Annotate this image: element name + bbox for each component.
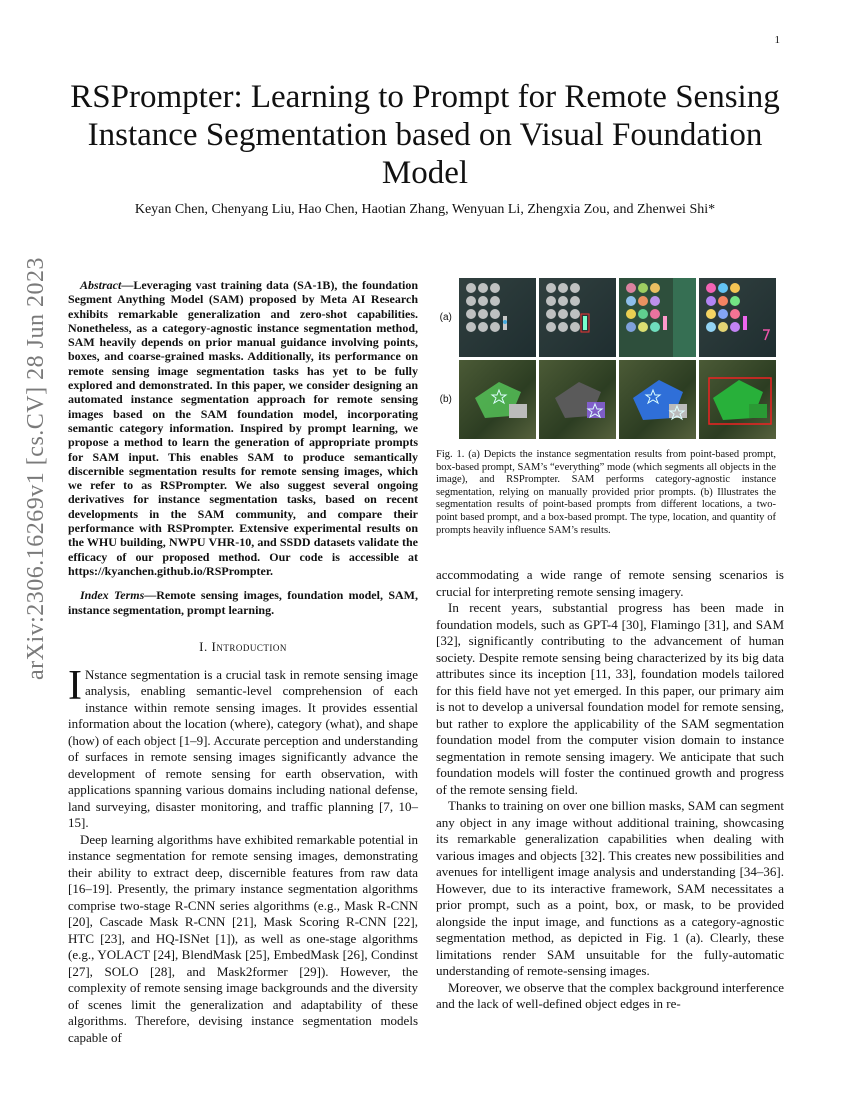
index-terms-label: Index Terms (80, 588, 145, 603)
right-column-text (436, 567, 784, 1013)
right-paragraph-1: accommodating a wide range of remote sensing scenarios is crucial for interpreting remote sensing imagery. (436, 567, 784, 599)
figure-image-point-prompt-location (459, 360, 536, 439)
left-column (68, 278, 418, 1046)
right-paragraph-4: Moreover, we observe that the complex background interference and the lack of well-defined object edges in re- (436, 979, 784, 1012)
figure-image-point-prompt-other-location (539, 360, 616, 439)
figure-image-two-point-prompt (619, 360, 696, 439)
harbor-image-icon (619, 278, 696, 357)
drop-cap: I (68, 662, 82, 709)
figure-row-b (436, 360, 776, 439)
right-paragraph-3: Thanks to training on over one billion masks, SAM can segment any object in any image without additional training, showcasing its remarkable generalization capabilities when dealing with various images and objects [32]. This creates new possibilities and avenues for intelligent image analysis and understanding [34–36]. However, due to its interactive framework, SAM necessitates a prior prompt, such as a point, box, or mask, to be provided alongside the input image, and functions as a category-agnostic segmentation method, as depicted in Fig. 1 (a). Clearly, these limitations render SAM unsuitable for the fully-automatic understanding of remote-sensing images. (436, 798, 784, 979)
abstract-label: Abstract (80, 278, 122, 292)
index-terms (68, 588, 418, 617)
figure-image-box-prompt-house (699, 360, 776, 439)
house-image-icon (539, 360, 616, 439)
house-image-icon (459, 360, 536, 439)
section-heading-introduction: I. Introduction (199, 638, 287, 654)
paper-title: RSPrompter: Learning to Prompt for Remote Sensing Instance Segmentation based on Visual Foundation Model (70, 79, 780, 191)
figure-1 (436, 278, 776, 537)
right-paragraph-2: In recent years, substantial progress has been made in foundation models, such as GPT-4 [30], Flamingo [31], and SAM [32], significantly contributing to the advancement of human society. Despite remote sensing being characterized by its big data attributes since its inception [11, 33], foundation models tailored for this field have not yet emerged. In this paper, our primary aim is not to develop a universal foundation model for remote sensing, but rather to explore the applicability of the SAM segmentation foundation model from the computer vision domain to instance segmentation in remote sensing imagery. We anticipate that such foundation models will foster the continued growth and progress of the remote sensing field. (436, 600, 784, 797)
intro-paragraph-2: Deep learning algorithms have exhibited remarkable potential in instance segmentation for remote sensing images, demonstrating their ability to extract deep, discernible features from raw data [16–19]. Presently, the primary instance segmentation algorithms comprise two-stage R-CNN series algorithms (e.g., Mask R-CNN [20], Cascade Mask R-CNN [21], Mask Scoring R-CNN [22], HTC [23], and HQ-ISNet [1]), as well as one-stage algorithms (e.g., YOLACT [24], BlendMask [25], EmbedMask [26], Condinst [27], SOLO [28], and Mask2former [29]). However, the complexity of remote sensing image backgrounds and the diversity of scenes limit the generalization and adaptability of these algorithms. Therefore, devising instance segmentation models capable of (68, 831, 418, 1045)
figure-image-everything-mode (619, 278, 696, 357)
figure-image-rsprompter (699, 278, 776, 357)
figure-row-a (436, 278, 776, 357)
figure-image-point-prompt (459, 278, 536, 357)
house-image-icon (699, 360, 776, 439)
index-terms-text: —Remote sensing images, foundation model, SAM, instance segmentation, prompt learning. (68, 588, 418, 617)
arxiv-identifier: arXiv:2306.16269v1 [cs.CV] 28 Jun 2023 (23, 257, 49, 680)
figure-row-label: (b) (439, 394, 452, 405)
harbor-image-icon (459, 278, 536, 357)
page-number: 1 (774, 34, 780, 46)
figure-caption: Fig. 1. (a) Depicts the instance segmentation results from point-based prompt, box-based prompt, SAM’s “everything” mode (which segments all objects in the image), and RSPrompter. SAM performs category-agnostic instance segmentation, relying on manually provided prior prompts. (b) Illustrates the segmentation results of point-based prompts from different locations, a two-point based prompt, and a box-based prompt. The type, location, and quantity of prompts heavily influence SAM’s results. (436, 449, 776, 536)
abstract (68, 278, 418, 578)
figure-image-box-prompt (539, 278, 616, 357)
harbor-image-icon (699, 278, 776, 357)
figure-row-label: (a) (439, 312, 452, 323)
author-list: Keyan Chen, Chenyang Liu, Hao Chen, Haotian Zhang, Wenyuan Li, Zhengxia Zou, and Zhenwei Shi* (134, 202, 716, 217)
harbor-image-icon (539, 278, 616, 357)
intro-paragraph-1-text: Nstance segmentation is a crucial task in remote sensing image analysis, enabling semantic-level comprehension of each instance within remote sensing images. It provides essential information about the location (where), category (what), and shape (how) of each object [1–9]. Accurate perception and understanding of surfaces in remote sensing images significantly advance the development of remote sensing for earth observation, with applications spanning various domains including national defense, land surveying, disaster monitoring, and traffic planning [7, 10–15]. (68, 666, 418, 831)
house-image-icon (619, 360, 696, 439)
right-column (436, 278, 784, 1013)
intro-paragraph-1 (68, 662, 418, 832)
abstract-text: —Leveraging vast training data (SA-1B), the foundation Segment Anything Model (SAM) proposed by Meta AI Research exhibits remarkable generalization and zero-shot capabilities. Nonetheless, as a category-agnostic instance segmentation method, SAM heavily depends on prior manual guidance involving points, boxes, and coarse-grained masks. Additionally, its performance on remote sensing image segmentation tasks has yet to be fully explored and demonstrated. In this paper, we consider designing an automated instance segmentation approach for remote sensing images based on the SAM foundation model, incorporating semantic category information. Inspired by prompt learning, we propose a method to learn the generation of appropriate prompts for SAM input. This enables SAM to produce semantically discernible segmentation results for remote sensing images, which we refer to as RSPrompter. We also suggest several ongoing derivatives for instance segmentation tasks, based on recent developments in the SAM community, and compare their performance with RSPrompter. Extensive experimental results on the WHU building, NWPU VHR-10, and SSDD datasets validate the efficacy of our proposed method. Our code is accessible at https://kyanchen.github.io/RSPrompter. (68, 278, 418, 578)
